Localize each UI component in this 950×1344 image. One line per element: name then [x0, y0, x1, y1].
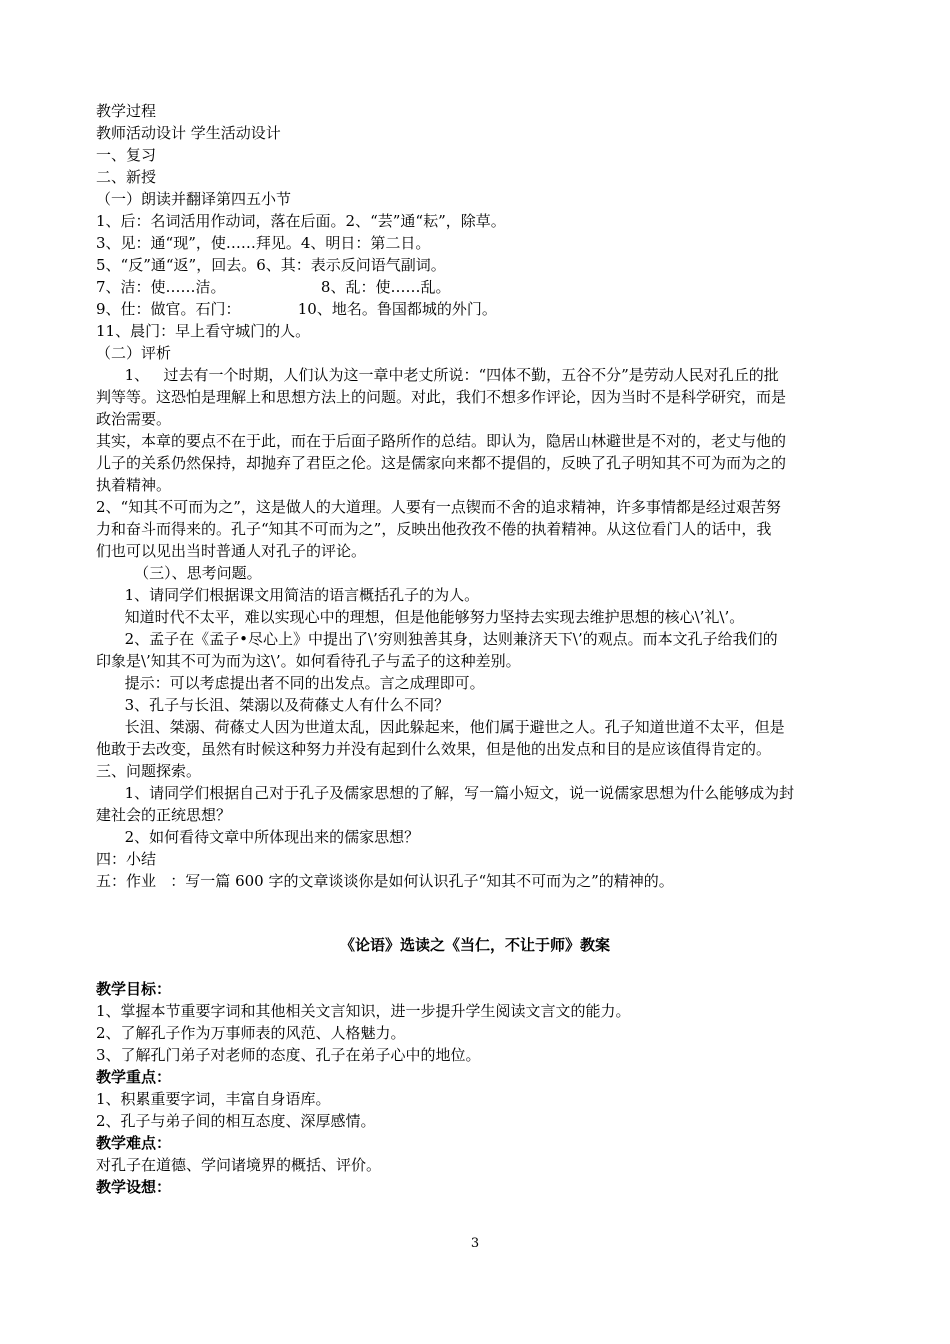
text-line: 1、后：名词活用作动词，落在后面。2、“芸”通“耘”，除草。: [96, 212, 506, 230]
document-title: 《论语》选读之《当仁，不让于师》教案: [339, 936, 610, 954]
section-heading: 教学难点：: [96, 1134, 172, 1152]
text-line: 1、掌握本节重要字词和其他相关文言知识，进一步提升学生阅读文言文的能力。: [96, 1002, 631, 1020]
text-line: 9、仕：做官。石门： 10、地名。鲁国都城的外门。: [96, 300, 497, 318]
text-line: （一）朗读并翻译第四五小节: [96, 190, 292, 208]
text-line: 5、“反”通“返”，回去。6、其：表示反问语气副词。: [96, 256, 446, 274]
section-heading: 教学设想：: [96, 1178, 172, 1196]
text-line: （三）、思考问题。: [96, 564, 262, 582]
text-line: 1、请同学们根据自己对于孔子及儒家思想的了解，写一篇小短文，说一说儒家思想为什么能够成为封: [96, 784, 795, 802]
text-line: 1、 过去有一个时期，人们认为这一章中老丈所说：“四体不勤，五谷不分”是劳动人民对孔丘的批: [96, 366, 779, 384]
section-heading: 教学目标：: [96, 980, 172, 998]
text-line: 执着精神。: [96, 476, 172, 494]
text-line: 对孔子在道德、学问诸境界的概括、评价。: [96, 1156, 382, 1174]
text-line: 2、“知其不可而为之”，这是做人的大道理。人要有一点锲而不舍的追求精神，许多事情都是经过艰苦努: [96, 498, 781, 516]
text-line: 11、晨门：早上看守城门的人。: [96, 322, 311, 340]
text-line: 们也可以见出当时普通人对孔子的评论。: [96, 542, 367, 560]
text-line: 2、如何看待文章中所体现出来的儒家思想？: [96, 828, 420, 846]
text-line: 一、复习: [96, 146, 157, 164]
text-line: 2、了解孔子作为万事师表的风范、人格魅力。: [96, 1024, 406, 1042]
text-line: 力和奋斗而得来的。孔子“知其不可而为之”，反映出他孜孜不倦的执着精神。从这位看门人的话中，我: [96, 520, 772, 538]
text-line: 知道时代不太平，难以实现心中的理想，但是他能够努力坚持去实现去维护思想的核心\’礼\’。: [96, 608, 745, 626]
text-line: 3、了解孔门弟子对老师的态度、孔子在弟子心中的地位。: [96, 1046, 481, 1064]
text-line: 判等等。这恐怕是理解上和思想方法上的问题。对此，我们不想多作评论，因为当时不是科学研究，而是: [96, 388, 787, 406]
page-number: 3: [470, 1236, 480, 1251]
text-line: 其实，本章的要点不在于此，而在于后面子路所作的总结。即认为，隐居山林避世是不对的，老丈与他的: [96, 432, 787, 450]
text-line: 教师活动设计 学生活动设计: [96, 124, 281, 142]
text-line: 二、新授: [96, 168, 157, 186]
text-line: （二）评析: [96, 344, 172, 362]
text-line: 政治需要。: [96, 410, 172, 428]
text-line: 五：作业 ：写一篇 600 字的文章谈谈你是如何认识孔子“知其不可而为之”的精神的。: [96, 872, 674, 890]
text-line: 长沮、桀溺、荷蓧丈人因为世道太乱，因此躲起来，他们属于避世之人。孔子知道世道不太平，但是: [96, 718, 785, 736]
text-line: 三、问题探索。: [96, 762, 202, 780]
text-line: 2、孟子在《孟子•尽心上》中提出了\’穷则独善其身，达则兼济天下\’的观点。而本文孔子给我们的: [96, 630, 778, 648]
text-line: 1、积累重要字词，丰富自身语库。: [96, 1090, 331, 1108]
text-line: 四：小结: [96, 850, 157, 868]
text-line: 7、洁：使……洁。 8、乱：使……乱。: [96, 278, 451, 296]
text-line: 他敢于去改变，虽然有时候这种努力并没有起到什么效果，但是他的出发点和目的是应该值得肯定的。: [96, 740, 772, 758]
text-line: 儿子的关系仍然保持，却抛弃了君臣之伦。这是儒家向来都不提倡的，反映了孔子明知其不可为而为之的: [96, 454, 787, 472]
section-heading: 教学重点：: [96, 1068, 172, 1086]
text-line: 印象是\’知其不可为而为这\’。如何看待孔子与孟子的这种差别。: [96, 652, 521, 670]
text-line: 3、孔子与长沮、桀溺以及荷蓧丈人有什么不同？: [96, 696, 450, 714]
text-line: 提示：可以考虑提出者不同的出发点。言之成理即可。: [96, 674, 485, 692]
text-line: 建社会的正统思想？: [96, 806, 232, 824]
text-line: 1、请同学们根据课文用简洁的语言概括孔子的为人。: [96, 586, 480, 604]
text-line: 2、孔子与弟子间的相互态度、深厚感情。: [96, 1112, 376, 1130]
heading-teaching-process: 教学过程: [96, 102, 157, 120]
text-line: 3、见：通“现”，使……拜见。4、明日：第二日。: [96, 234, 431, 252]
